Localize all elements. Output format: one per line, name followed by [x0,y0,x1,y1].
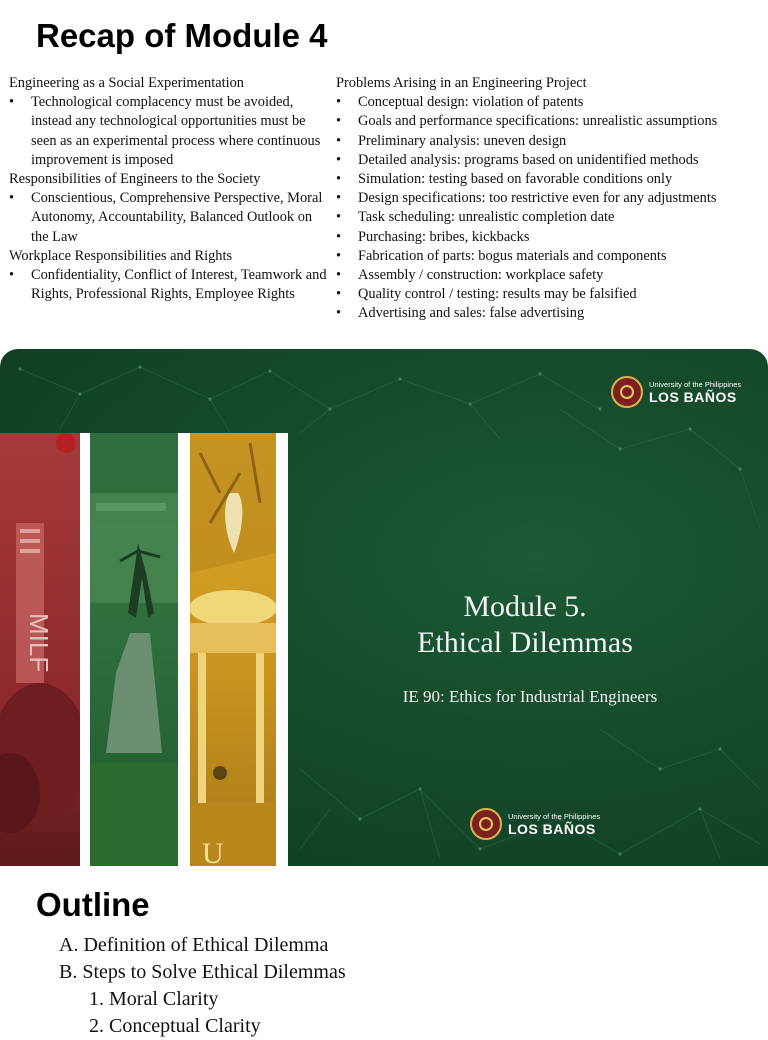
course-subtitle: IE 90: Ethics for Industrial Engineers [402,687,658,706]
bullet-item: • Assembly / construction: workplace safety [336,266,766,285]
bullet-item: • Conceptual design: violation of patents [336,93,766,112]
strip-divider [276,433,288,866]
recap-left-column [9,74,327,304]
bullet-item: • Preliminary analysis: uneven design [336,132,766,151]
bullet-item: • Simulation: testing based on favorable conditions only [336,170,766,189]
logo-campus-text: LOS BAÑOS [508,820,596,837]
bullet-item: • Task scheduling: unrealistic completion date [336,208,766,227]
outline-slide [0,866,768,1037]
section-heading: Problems Arising in an Engineering Project [336,75,587,91]
uplb-logo [611,376,741,408]
logo-university-text: University of the Philippines [649,379,742,389]
bullet-item: • Conscientious, Comprehensive Perspective, Moral Autonomy, Accountability, Balanced Outlook on the Law [9,189,327,247]
bullet-list [9,266,327,304]
bullet-list [9,189,327,247]
university-seal-icon [470,808,502,840]
outline-item: B. Steps to Solve Ethical Dilemmas [59,961,346,983]
outline-title: Outline [36,886,150,923]
bullet-item: • Design specifications: too restrictive even for any adjustments [336,189,766,208]
bullet-item: • Purchasing: bribes, kickbacks [336,228,766,247]
strip-divider [80,433,90,866]
section-heading: Workplace Responsibilities and Rights [9,247,233,264]
bullet-item: • Advertising and sales: false advertising [336,304,766,323]
campus-photo-strip-red [0,433,80,866]
bullet-list [336,93,766,323]
university-seal-icon [611,376,643,408]
svg-text:MILF: MILF [24,613,54,673]
svg-text:U: U [202,837,224,866]
logo-university-text: University of the Philippines [508,811,601,821]
campus-photo-strip-green [90,433,178,866]
module-title-line1: Module 5. [463,590,587,623]
recap-title: Recap of Module 4 [36,17,328,54]
recap-slide [0,0,768,345]
strip-divider [178,433,190,866]
recap-right-column [336,74,766,324]
outline-subitem: 2. Conceptual Clarity [89,1015,261,1037]
bullet-item: • Quality control / testing: results may be falsified [336,285,766,304]
module-title-line2: Ethical Dilemmas [417,626,633,659]
bullet-item: • Technological complacency must be avoided, instead any technological opportunities must be seen as an experimental process where continuous improvement is imposed [9,93,327,170]
title-slide [0,349,768,866]
bullet-item: • Goals and performance specifications: unrealistic assumptions [336,112,766,131]
bullet-item: • Fabrication of parts: bogus materials and components [336,247,766,266]
logo-campus-text: LOS BAÑOS [649,388,737,405]
section-heading: Engineering as a Social Experimentation [9,75,244,91]
uplb-logo [470,808,600,840]
bullet-item: • Confidentiality, Conflict of Interest, Teamwork and Rights, Professional Rights, Employee Rights [9,266,327,304]
campus-photo-strip-yellow [190,433,276,866]
outline-item: A. Definition of Ethical Dilemma [59,934,329,956]
module-title [391,589,659,661]
section-heading: Responsibilities of Engineers to the Society [9,171,261,188]
outline-subitem: 1. Moral Clarity [89,988,219,1010]
bullet-list [9,93,327,170]
bullet-item: • Detailed analysis: programs based on unidentified methods [336,151,766,170]
